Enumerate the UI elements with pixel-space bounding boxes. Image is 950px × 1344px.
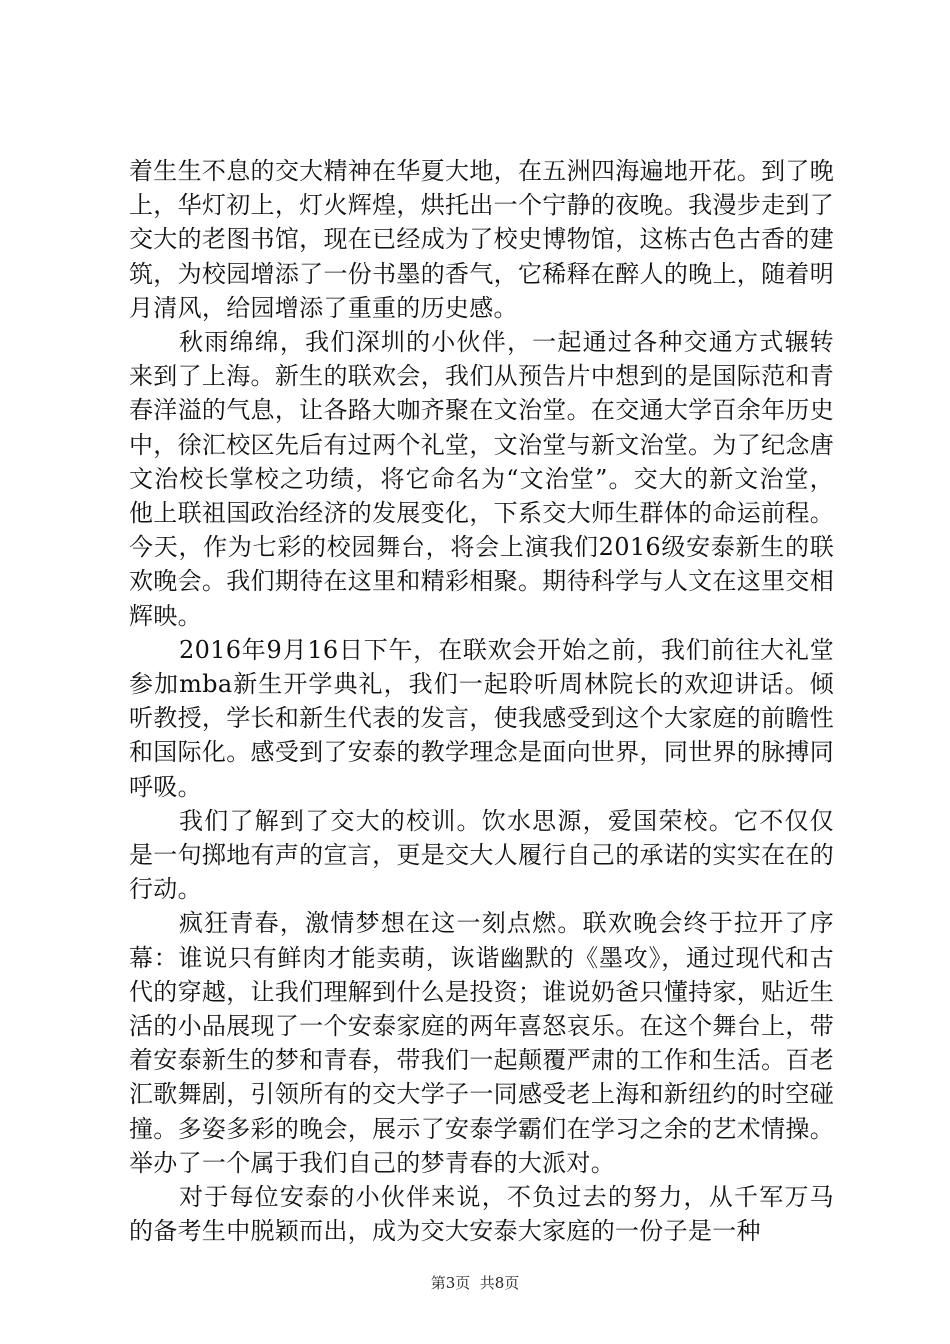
paragraph-1: 着生生不息的交大精神在华夏大地，在五洲四海遍地开花。到了晚上，华灯初上，灯火辉煌，烘托出一个宁静的夜晚。我漫步走到了交大的老图书馆，现在已经成为了校史博物馆，这栋古色古香的建筑，为校园增添了一份书墨的香气，它稀释在醉人的晚上，随着明月清风，给园增添了重重的历史感。	[129, 157, 834, 322]
document-body	[129, 154, 834, 1249]
paragraph-3: 2016年9月16日下午，在联欢会开始之前，我们前往大礼堂参加mba新生开学典礼，我们一起聆听周林院长的欢迎讲话。倾听教授，学长和新生代表的发言，使我感受到这个大家庭的前瞻性和国际化。感受到了安泰的教学理念是面向世界，同世界的脉搏同呼吸。	[129, 635, 834, 801]
paragraph-6: 对于每位安泰的小伙伴来说，不负过去的努力，从千军万马的备考生中脱颖而出，成为交大安泰大家庭的一份子是一种	[129, 1183, 834, 1246]
paragraph-5: 疯狂青春，激情梦想在这一刻点燃。联欢晚会终于拉开了序幕：谁说只有鲜肉才能卖萌，诙谐幽默的《墨攻》，通过现代和古代的穿越，让我们理解到什么是投资；谁说奶爸只懂持家，贴近生活的小品展现了一个安泰家庭的两年喜怒哀乐。在这个舞台上，带着安泰新生的梦和青春，带我们一起颠覆严肃的工作和生活。百老汇歌舞剧，引领所有的交大学子一同感受老上海和新纽约的时空碰撞。多姿多彩的晚会，展示了安泰学霸们在学习之余的艺术情操。举办了一个属于我们自己的梦青春的大派对。	[129, 909, 834, 1177]
page-footer	[0, 1272, 950, 1293]
paragraph-4: 我们了解到了交大的校训。饮水思源，爱国荣校。它不仅仅是一句掷地有声的宣言，更是交大人履行自己的承诺的实实在在的行动。	[129, 806, 834, 904]
paragraph-2: 秋雨绵绵，我们深圳的小伙伴，一起通过各种交通方式辗转来到了上海。新生的联欢会，我们从预告片中想到的是国际范和青春洋溢的气息，让各路大咖齐聚在文治堂。在交通大学百余年历史中，徐汇校区先后有过两个礼堂，文治堂与新文治堂。为了纪念唐文治校长掌校之功绩，将它命名为“文治堂”。交大的新文治堂，他上联祖国政治经济的发展变化，下系交大师生群体的命运前程。今天，作为七彩的校园舞台，将会上演我们2016级安泰新生的联欢晚会。我们期待在这里和精彩相聚。期待科学与人文在这里交相辉映。	[129, 328, 834, 630]
page-number-label: 第3页 共8页	[430, 1274, 520, 1292]
